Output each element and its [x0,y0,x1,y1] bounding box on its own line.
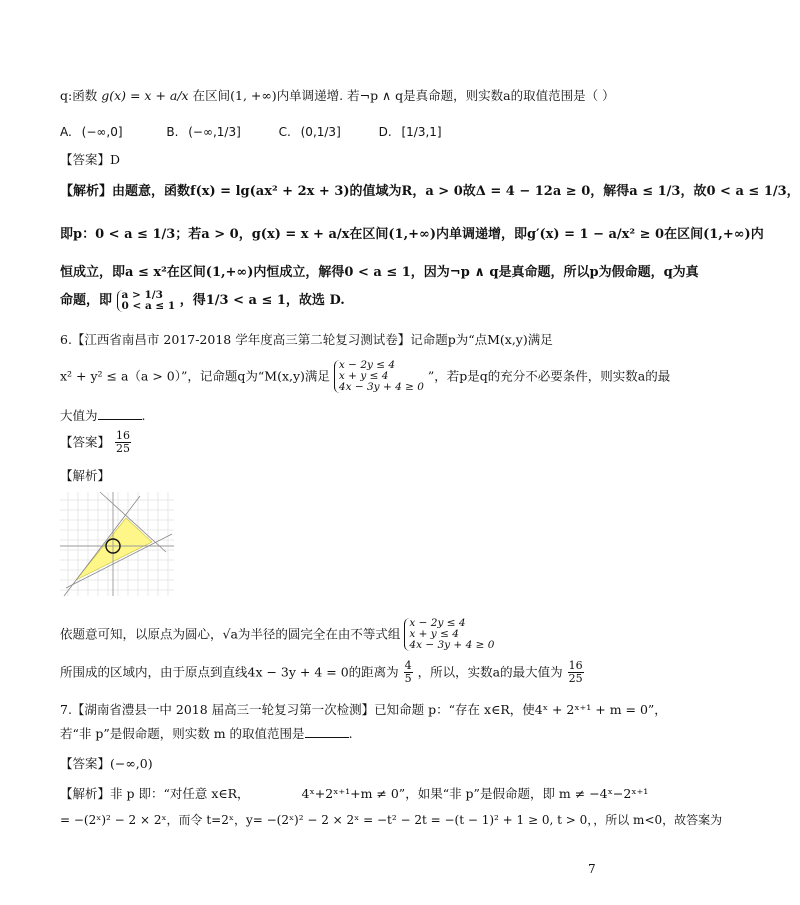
q5-answer: 【答案】D [60,152,121,167]
q5-line4-suffix: ，得1/3 < a ≤ 1，故选 D. [179,293,345,308]
option-d-label: D. [378,125,392,139]
q5-analysis-line3: 恒成立，即a ≤ x²在区间(1,+∞)内恒成立，解得0 < a ≤ 1，因为¬p ∧ q是真命题，所以p为假命题，q为真 [60,265,699,280]
q6-line2-suffix: ”，若p是q的充分不必要条件，则实数a的最 [427,368,671,384]
option-b-label: B. [166,125,179,139]
q6-analysis-line2-text: 所围成的区域内，由于原点到直线4x − 3y + 4 = 0的距离为 [60,664,399,680]
q6-analysis-line1 [60,618,494,651]
q6-analysis-system-row3: 4x − 3y + 4 ≥ 0 [409,639,495,651]
q5-question: 在区间(1, +∞)内单调递增. 若¬p ∧ q是真命题，则实数a的取值范围是（ ） [192,88,615,103]
q6-analysis-line1-text: 依题意可知，以原点为圆心，√a为半径的圆完全在由不等式组 [60,626,401,642]
q6-system-row1: x − 2y ≤ 4 [338,359,396,371]
option-a-label: A. [60,125,72,139]
q6-blank [98,408,142,420]
q5-analysis-line2: 即p：0 < a ≤ 1/3；若a > 0，g(x) = x + a/x在区间(1,+∞)内单调递增，即g′(x) = 1 − a/x² ≥ 0在区间(1,+∞)内 [60,227,764,242]
q5-line4-prefix: 命题，即 [60,293,113,308]
q5-system-row2: 0 < a ≤ 1 [121,300,176,312]
q6-answer-label: 【答案】 [60,434,111,450]
q6-line2-prefix: x² + y² ≤ a（a > 0）”，记命题q为“M(x,y)满足 [60,368,330,384]
q5-stem [60,88,615,104]
q5-prefix: q:函数 [60,88,98,103]
q6-analysis-line2-mid: ，所以，实数a的最大值为 [417,664,563,680]
q6-line2 [60,360,670,393]
q7-line2-end: . [348,726,353,741]
option-c-value: (0,1/3] [300,125,341,139]
q6-analysis-system-row1: x − 2y ≤ 4 [409,617,466,629]
q6-line3 [60,408,146,424]
page-number: 7 [588,862,596,876]
q6-analysis-system [404,618,494,651]
q6-system [334,360,424,393]
q7-analysis-line2: = −(2ˣ)² − 2 × 2ˣ，而令 t=2ˣ，y= −(2ˣ)² − 2 × 2ˣ = −t² − 2t = −(t − 1)² + 1 ≥ 0, t > 0，，所以 m<0，故答案为 [60,813,723,827]
max-value-denominator: 25 [568,672,583,685]
q5-system [117,290,176,312]
q6-answer-denominator: 25 [116,442,130,455]
feasible-region-figure [60,492,174,596]
q7-line2 [60,726,353,742]
option-c-label: C. [278,125,291,139]
max-value-numerator: 16 [568,659,583,672]
q6-answer [60,430,132,455]
feasible-region [76,518,152,580]
q7-line2-text: 若“非 p”是假命题，则实数 m 的取值范围是 [60,726,305,741]
q7-analysis-line1-b: 4ˣ+2ˣ⁺¹+m ≠ 0”，如果“非 p”是假命题，即 m ≠ −4ˣ−2ˣ⁺¹ [301,786,649,801]
distance-denominator: 5 [404,672,412,685]
q6-line3-text: 大值为 [60,408,98,423]
q7-answer: 【答案】(−∞,0) [60,756,153,771]
q5-system-row1: a > 1/3 [121,289,163,301]
q7-blank [305,726,349,738]
q7-analysis-line1 [60,786,648,802]
option-d-value: [1/3,1] [401,125,442,139]
q6-answer-fraction [115,430,131,455]
q6-analysis-system-row2: x + y ≤ 4 [409,628,459,640]
option-a-value: (−∞,0] [81,125,123,139]
q6-analysis-label: 【解析】 [60,468,111,483]
q7-analysis-line1-a: 【解析】非 p 即：“对任意 x∈R， [60,786,250,801]
q5-analysis-line4 [60,290,345,312]
q5-options [60,124,442,140]
q6-line3-end: . [141,408,146,423]
q6-analysis-line2 [60,660,585,685]
q6-system-row2: x + y ≤ 4 [338,370,389,382]
q6-system-row3: 4x − 3y + 4 ≥ 0 [338,381,424,393]
q5-analysis-line1: 【解析】由题意，函数f(x) = lg(ax² + 2x + 3)的值域为R，a > 0故Δ = 4 − 12a ≥ 0，解得a ≤ 1/3，故0 < a ≤ 1/3， [60,184,800,199]
distance-fraction [404,660,413,685]
max-value-fraction [568,660,584,685]
q7-line1: 7.【湖南省澧县一中 2018 届高三一轮复习第一次检测】已知命题 p：“存在 x∈R，使4ˣ + 2ˣ⁺¹ + m = 0”， [60,702,667,717]
q6-line1: 6.【江西省南昌市 2017-2018 学年度高三第二轮复习测试卷】记命题p为“点M(x,y)满足 [60,332,553,347]
q5-function: g(x) = x + a/x [101,88,189,103]
q6-answer-numerator: 16 [116,429,130,442]
option-b-value: (−∞,1/3] [188,125,241,139]
distance-numerator: 4 [404,659,412,672]
